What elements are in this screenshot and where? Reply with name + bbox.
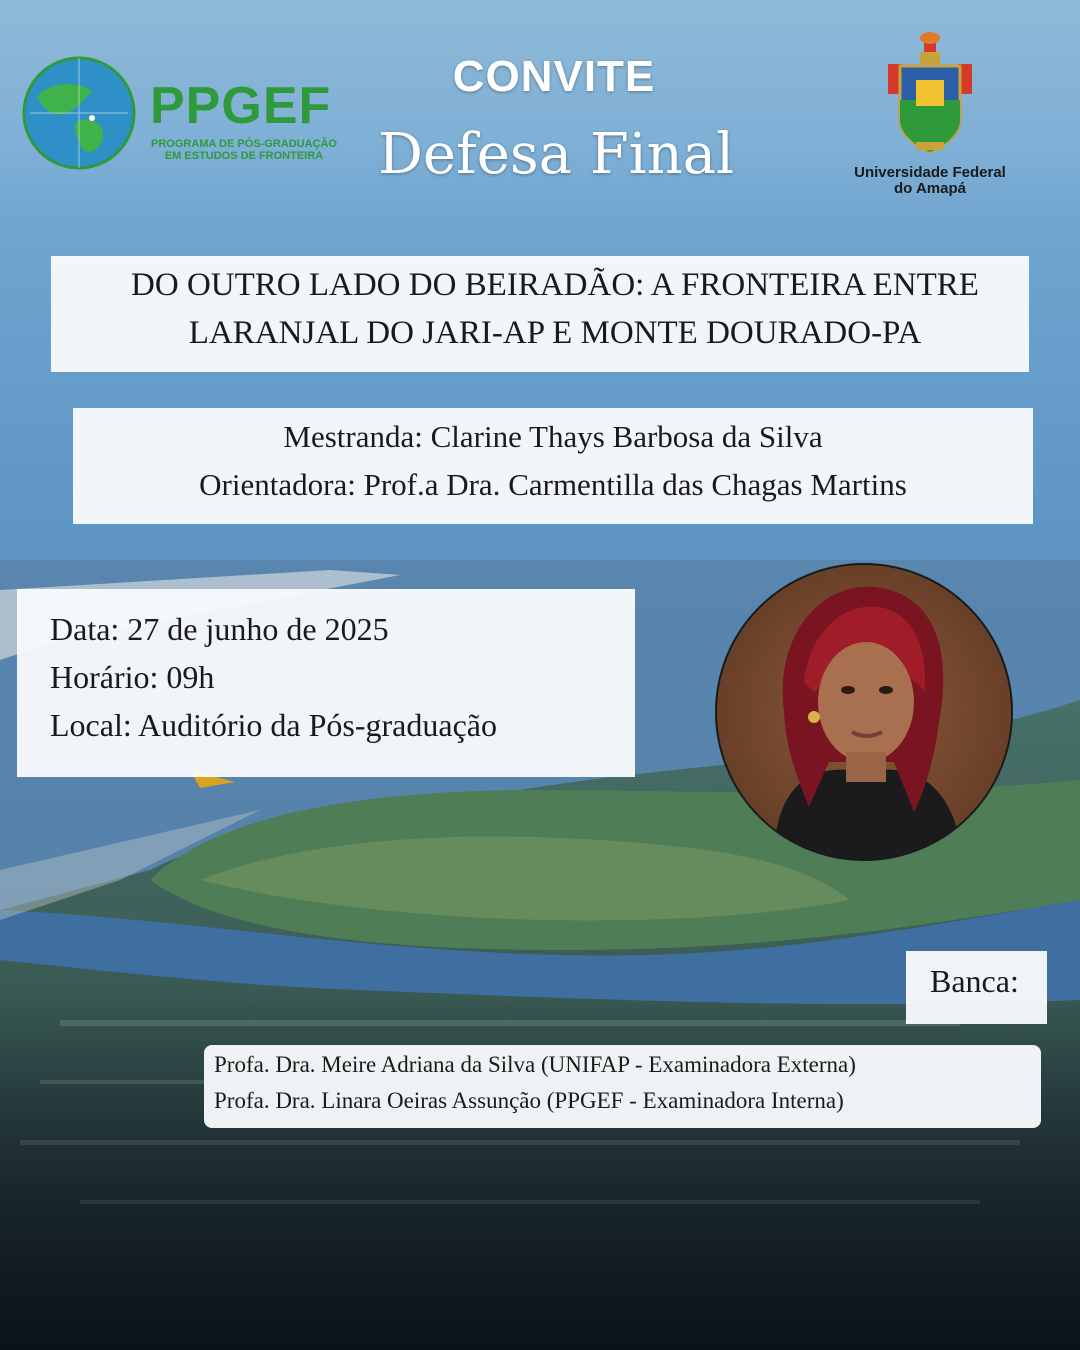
student-portrait: [714, 562, 1014, 862]
unifap-logo: [846, 30, 1014, 200]
unifap-name: [846, 165, 1014, 197]
unifap-name-line2: do Amapá: [894, 180, 966, 197]
ppgef-acronym: PPGEF: [150, 77, 332, 135]
invitation-kicker: CONVITE: [452, 52, 656, 101]
ppgef-subtitle-line1: PROGRAMA DE PÓS-GRADUAÇÃO: [151, 138, 337, 150]
student-name: Mestranda: Clarine Thays Barbosa da Silva: [283, 419, 823, 454]
thesis-title-line2: LARANJAL DO JARI-AP E MONTE DOURADO-PA: [188, 315, 922, 351]
ppgef-subtitle-line2: EM ESTUDOS DE FRONTEIRA: [164, 150, 324, 162]
coat-of-arms-icon: [882, 30, 978, 160]
people-panel: [73, 408, 1033, 524]
event-info-panel: [17, 589, 635, 777]
unifap-name-line1: Universidade Federal: [854, 164, 1006, 181]
event-time: Horário: 09h: [50, 659, 215, 695]
thesis-title-panel: [51, 256, 1029, 372]
banca-member-1: Profa. Dra. Meire Adriana da Silva (UNIFAP - Examinadora Externa): [214, 1052, 856, 1077]
banca-label: Banca:: [930, 963, 1019, 999]
event-date: Data: 27 de junho de 2025: [50, 611, 389, 647]
banca-label-panel: [906, 951, 1047, 1024]
advisor-name: Orientadora: Prof.a Dra. Carmentilla das Chagas Martins: [199, 467, 907, 502]
event-headline: Defesa Final: [378, 122, 734, 187]
banca-member-2: Profa. Dra. Linara Oeiras Assunção (PPGEF - Examinadora Interna): [214, 1088, 844, 1113]
banca-members-panel: [204, 1045, 1041, 1128]
event-location: Local: Auditório da Pós-graduação: [50, 707, 497, 743]
thesis-title-line1: DO OUTRO LADO DO BEIRADÃO: A FRONTEIRA ENTRE: [131, 267, 979, 303]
